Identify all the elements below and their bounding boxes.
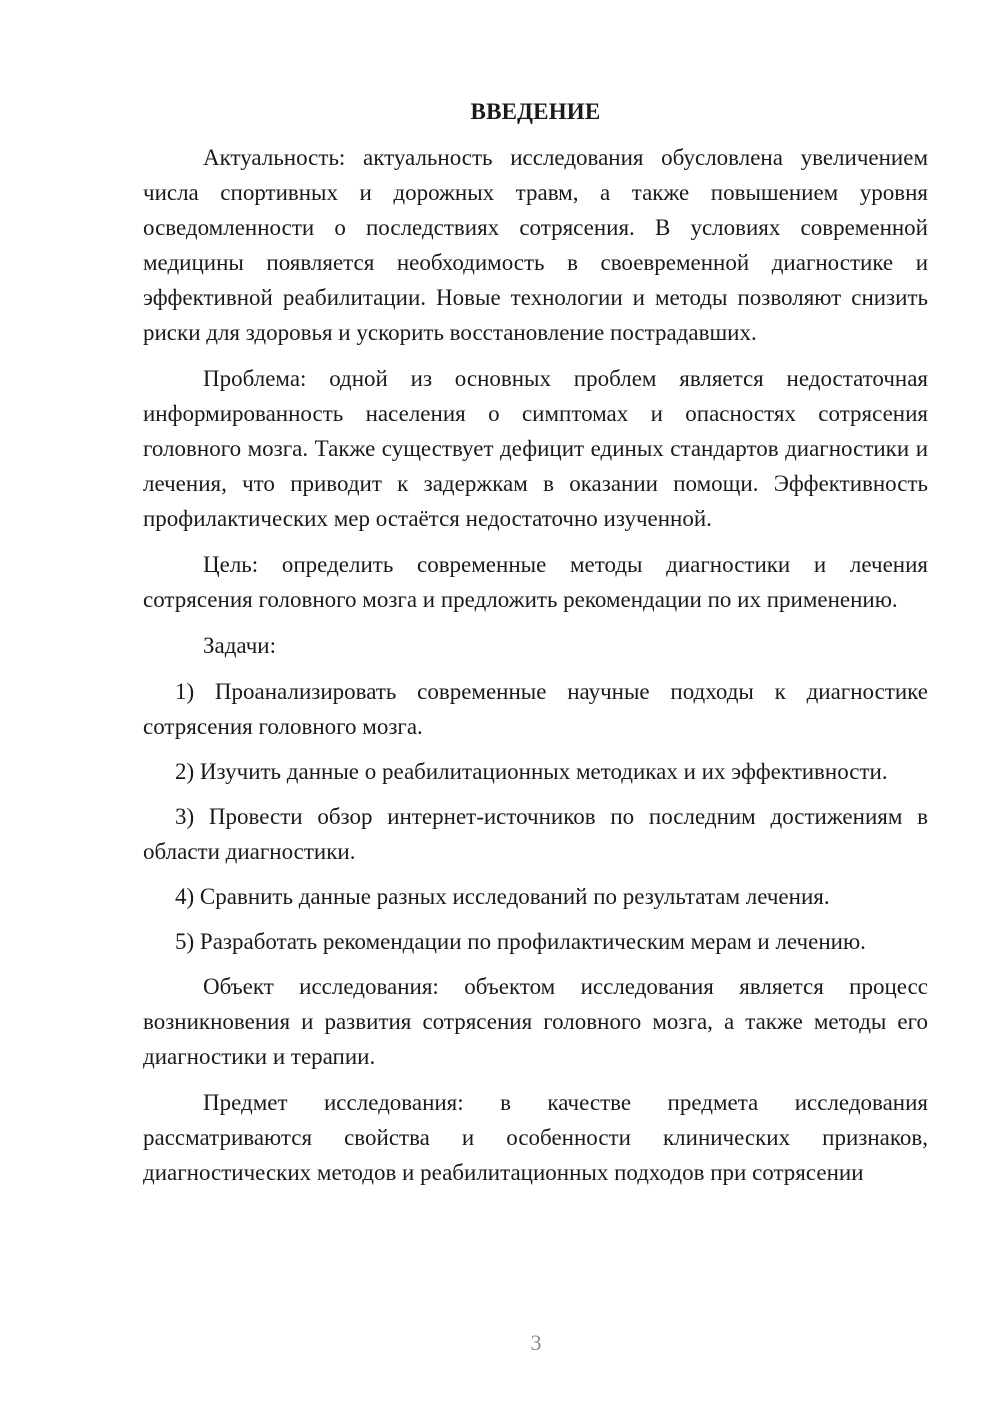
paragraph-relevance: Актуальность: актуальность исследования обусловлена увеличением числа спортивных и дорожных травм, а также повышением уровня осведомленности о последствиях сотрясения. В условиях современной медицины появляется необходимость в своевременной диагностике и эффективной реабилитации. Новые технологии и методы позволяют снизить риски для здоровья и ускорить восстановление пострадавших. [143,145,928,345]
paragraph-subject: Предмет исследования: в качестве предмета исследования рассматриваются свойства и особенности клинических признаков, диагностических методов и реабилитационных подходов при сотрясении [143,1090,928,1185]
task-item-1: 1) Проанализировать современные научные подходы к диагностике сотрясения головного мозга. [143,679,928,739]
tasks-label: Задачи: [203,633,276,658]
paragraph-object: Объект исследования: объектом исследования является процесс возникновения и развития сотрясения головного мозга, а также методы его диагностики и терапии. [143,974,928,1069]
task-item-3: 3) Провести обзор интернет-источников по последним достижениям в области диагностики. [143,804,928,864]
section-heading: ВВЕДЕНИЕ [470,99,601,124]
paragraph-goal: Цель: определить современные методы диагностики и лечения сотрясения головного мозга и предложить рекомендации по их применению. [143,552,928,612]
page-content [143,94,928,1201]
tasks-list [143,674,928,959]
paragraph-problem: Проблема: одной из основных проблем является недостаточная информированность населения о симптомах и опасностях сотрясения головного мозга. Также существует дефицит единых стандартов диагностики и лечения, что приводит к задержкам в оказании помощи. Эффективность профилактических мер остаётся недостаточно изученной. [143,366,928,531]
page-number: 3 [530,1330,542,1355]
task-item-2: 2) Изучить данные о реабилитационных методиках и их эффективности. [175,759,888,784]
task-item-5: 5) Разработать рекомендации по профилактическим мерам и лечению. [175,929,866,954]
task-item-4: 4) Сравнить данные разных исследований по результатам лечения. [175,884,830,909]
